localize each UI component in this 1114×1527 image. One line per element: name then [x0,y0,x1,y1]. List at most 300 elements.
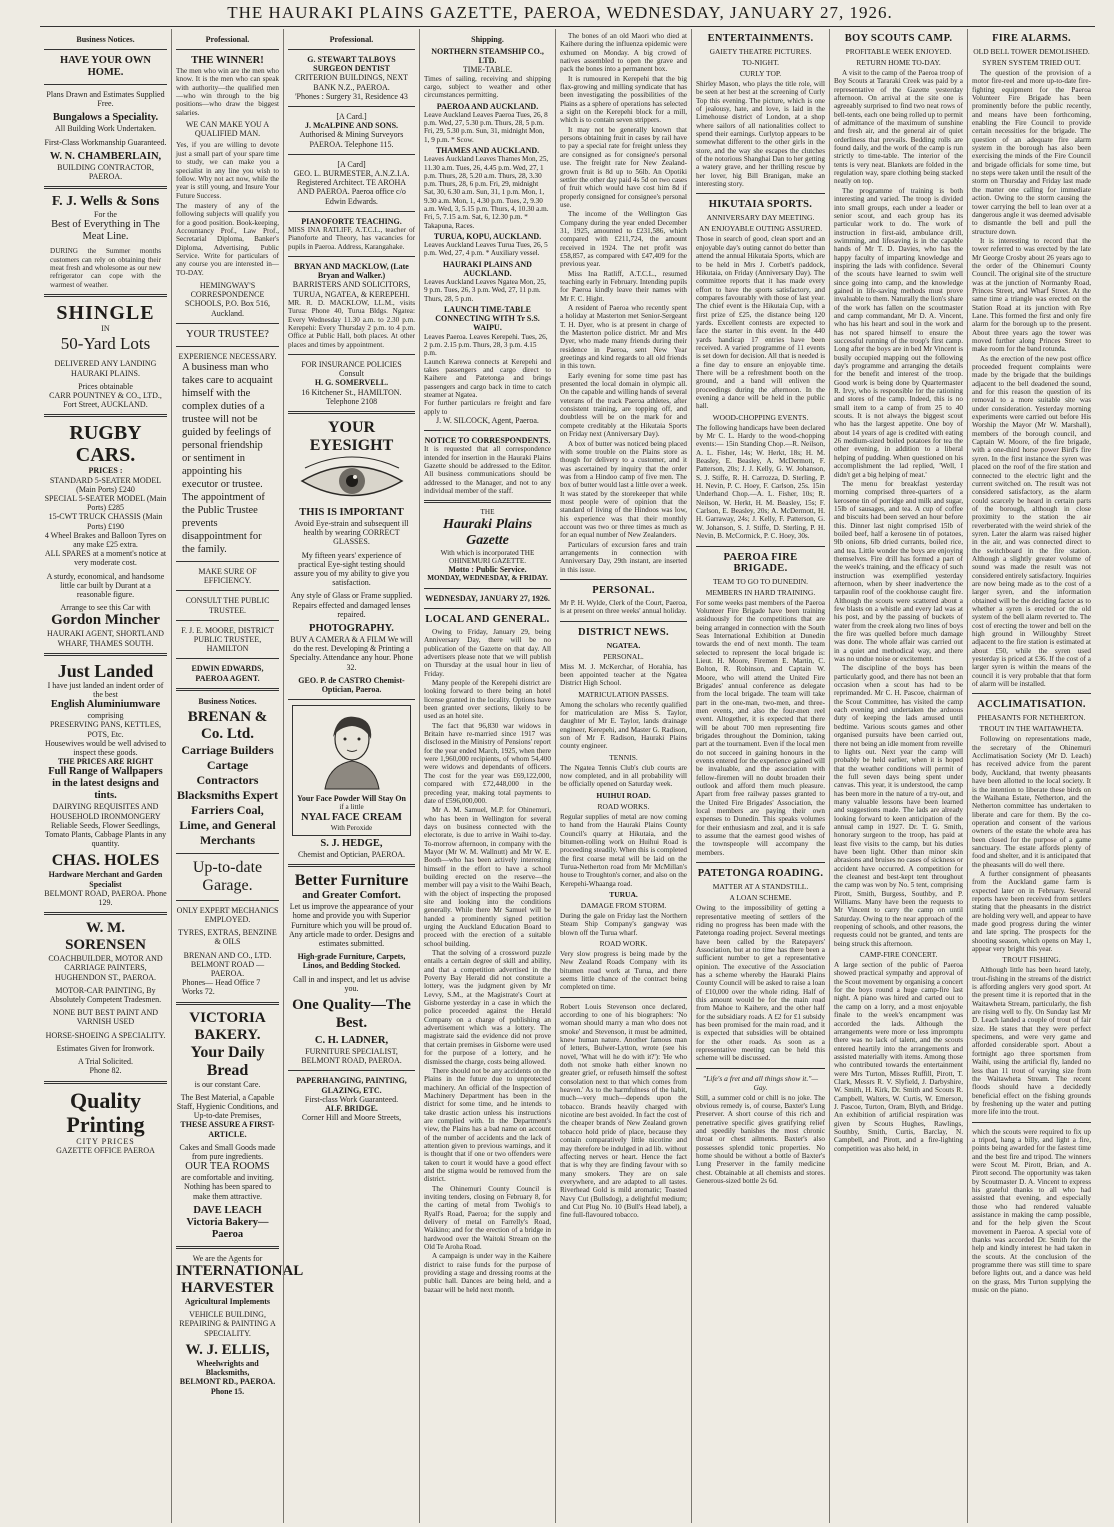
divider [424,588,551,589]
ad-text: Cakes and Small Goods made from pure ingredients. [179,1142,276,1162]
section-heading: DISTRICT NEWS. [578,626,669,638]
subheading: TEAM TO GO TO DUNEDIN. [712,576,809,586]
article-body: It is requested that all correspondence intended for insertion in the Hauraki Plains Gazette should be addressed to the Editor. All business communications should be addressed to the Manager, and not to any individual member of the staff. [424,445,551,496]
divider [288,154,415,155]
column-professional [171,29,304,1523]
section-heading: ENTERTAINMENTS. [707,33,814,44]
subheading: RETURN HOME TO-DAY. [856,58,941,67]
ad-text: BELMONT ROAD, PAEROA. Phone 129. [44,888,167,908]
subheading: TURUA. [609,889,638,899]
article-body: Regular supplies of metal are now coming to hand from the Hauraki Plains County Council's quarry at Hikutaia, and the bitumen-rolling work on Huihui Road is proceeding steadily. When this is completed the first coarse metal will be laid on the Turua-Netherton road from Mr McMillan's house to Troughton's corner, and also on the Kerepehi-Whaanga road. [560,812,687,888]
subheading: TO-NIGHT. [741,58,779,67]
route-heading: LAUNCH TIME-TABLE CONNECTING WITH Tr S.S. WAIPU. [435,305,540,333]
divider [696,193,825,194]
ad-text: Launch Karewa connects at Kerepehi and takes passengers and cargo direct to Kaihere and Patetonga and brings passengers and cargo back in time to catch steamer at Ngatea. [424,357,551,399]
ad-text: [A Card.] [336,112,367,122]
advertiser-name: BRENAN & Co. Ltd. [187,708,268,742]
ad-text: Any style of Glass or Frame supplied. [290,591,413,601]
article-body: Very slow progress is being made by the New Zealand Roads Company with its bitumen road work at Turua, and there seems little chance of the contract being completed on time. [560,949,687,992]
section-heading: ACCLIMATISATION. [977,699,1086,711]
ad-text: A Trial Solicited. [78,1057,133,1067]
ad-heading: Quality Printing [66,1087,145,1137]
divider [560,997,687,998]
ad-text: The mastery of any of the following subjects will qualify you for a good position. Book-keeping, Accountancy Prof., Law Prof., Secretarial Diploma, Banker's Diploma, Advertising, Public Service. Write for particulars of any course you are interested in—TO-DAY. [176,201,279,277]
ad-text: Yes, if you are willing to devote just a small part of your spare time to study, we can make you a specialist in any line you wish to follow. Why not act now, while the year is still young, and Insure Your Future Success. [176,141,279,200]
article-body: Still, a summer cold or chill is no joke. The obvious remedy is, of course, Baxter's Lung Preserver. A short course of this rich and penetrative specific gives gratifying relief and speedily banishes the most chronic throat or chest ailments. Baxter's also possesses splendid tonic properties. No home should be without a bottle of Baxter's Lung Preserver in the family medicine chest. Obtainable at all chemists and stores. Generous-sized bottle 2s 6d. [696,1093,825,1186]
article-paragraph: Early evening for some time past has presented the local domain in olympic all. On the capable and willing hands of several veterans of the track Paeroa athletes, after consistent training, are topping off, and doubtless will be on the mark for and compete creditably at the Hikutaia Sports on Friday next (Anniversary Day). [560,371,687,439]
section-heading: PERSONAL. [592,585,655,596]
route-schedule: Leaves Auckland Leaves Ngatea Mon, 25, 9 p.m. Tues, 26, 3 p.m. Wed, 27, 11 p.m. Thurs, 28, 5 p.m. [424,278,546,303]
ad-text: First-class Work Guaranteed. [304,1094,399,1104]
article-paragraph: Owing to Friday, January 29, being Anniversary Day, there will be no publication of the Gazette on that day. All advertisers please note that we will publish on Thursday at the usual hour in lieu of Friday. [424,627,551,678]
section-heading: PAEROA FIRE BRIGADE. [723,551,798,574]
article-paragraph: The programme of training is both interesting and varied. The troop is divided into small groups, each under a leader or senior scout, and each group has its particular work to do. The work of instruction in first-aid, ambulance drill, swimming, and lifesaving is in the capable hands of Mr T. D. Davies, who has the happy faculty of imparting knowledge and inspiring the lads with confidence. Several of the scouts have learned to swim well since going into camp, and the knowledge gained in life-saving methods must prove invaluable to them. Naturally the lion's share of the work has fallen on the scoutmaster and camp commandant, Mr D. A. Vincent, who has his heart and soul in the work and has not spared himself to ensure the successful running of the troop's first camp. Long after the boys are in bed Mr Vincent is busily occupied mapping out the following day's programme and arranging the details for the benefit and interest of the troop. Good work is being done by Quartermaster R. Irvy, who is responsible for the rationing and stores of the camp. Indeed, this is no small item to a camp of from 25 to 40 scouts. It is not always the biggest scout who has the largest appetite. One boy of about 14 years of age is credited with eating 26 medium-sized boiled potatoes for tea the other evening, in addition to a liberal helping of pudding. When questioned on his accomplishment the lad replied, 'Well, I didn't get a big helping of meat.' [834,186,963,479]
article-paragraph: A visit to the camp of the Paeroa troop of Boy Scouts at Tararaki Creek was paid by a representative of the Gazette yesterday afternoon. On arrival at the site one is agreeably surprised to find two neat rows of bell-tents, each one being rolled up to permit of admittance of the maximum of sunshine and fresh air, and the general air of quiet orderliness that prevails. Bedding rolls are found daily, and the work of the camp is run strictly to time-table. The interior of the tents is very neat. Blankets are folded in the regulation way, spare clothing being stacked neatly on top. [834,69,963,186]
subheading: TENNIS. [609,752,638,762]
article-body [972,735,1091,953]
divider [288,106,415,107]
divider [44,186,167,189]
divider [560,621,687,622]
ad-text: GAZETTE OFFICE PAEROA [56,1145,155,1155]
ad-text: ALL SPARES at a moment's notice at very moderate cost. [44,549,167,568]
divider [288,411,415,414]
ad-text: COACHBUILDER, MOTOR AND CARRIAGE PAINTERS, HUGHENDON ST., PAEROA. [48,954,163,982]
eye-illustration [297,458,407,504]
ad-text: BUILDING CONTRACTOR, PAEROA. [57,162,154,182]
ad-heading: English Aluminiumware [50,699,161,711]
ad-text: Let us improve the appearance of your home and provide you with Superior Furniture which you will be proud of. Any article made to order. Designs and estimates submitted. [288,902,415,949]
article-body [972,69,1091,688]
section-heading: BOY SCOUTS CAMP. [844,33,953,44]
ad-text: if a little [339,803,364,812]
divider [424,500,551,503]
ad-heading: YOUR EYESIGHT [309,418,394,454]
section-heading: NOTICE TO CORRESPONDENTS. [424,436,551,446]
ad-text: Estimates Given for Ironwork. [56,1043,155,1053]
advertiser-name: G. STEWART TALBOYS SURGEON DENTIST [307,55,396,74]
ad-text: FURNITURE SPECIALIST, BELMONT ROAD, PAEROA. [301,1047,402,1066]
advertiser-name: DAVE LEACH [193,1204,262,1216]
article-body: During the gale on Friday last the Northern Steam Ship Company's gangway was blown off the Turua wharf. [560,911,687,937]
ad-heading: PAPERHANGING, PAINTING, GLAZING, ETC. [296,1076,407,1095]
divider [972,693,1091,694]
article-body: Robert Louis Stevenson once declared, according to one of his biographers: 'No woman should marry a man who does not smoke' and Stevenson, it must be admitted, knew human nature. Another famous man of letters, Bulwer-Lytton, wrote (see his novel, 'What will he do with it?'): 'He who doth not smoke hath either known no greater grief, or refuseth himself the softest consolation next to that which comes from heaven.' As to the harmfulness of the habit, much—very much—depends upon the tobacco. Brands heavily charged with nicotine are best avoided. In fact the cost of the cheaper brands of New Zealand grown tobacco hold pride of place, because they contain comparatively little nicotine and may therefore be indulged in ad lib. without affecting nerves or heart. Hence the fact that is why they are finding favour with so many smokers. They are on sale everywhere, and are adapted to all tastes. Riverhead Gold is mild aromatic; Toasted Navy Cut (Bullsdog), a delightful medium; and Cut Plug No. 10 (Bull's Head label), a fine full-flavoured tobacco. [560,1002,687,1220]
divider [696,1068,825,1069]
nyal-ad-box [292,705,411,836]
article-paragraph: The bones of an old Maori who died at Kaihere during the influenza epidemic were exhumed on Monday. A big crowd of natives assembled to open the grave and pack the bones into a permanent box. [560,32,687,74]
divider [288,699,415,700]
ad-text: GEO. L. BURMESTER, A.N.Z.I.A. Registered Architect. TE AROHA AND PAEROA. Paeroa office c/o Edwin Edwards. [293,169,410,206]
ad-heading: RUGBY CARS. [69,422,142,467]
ad-text: TYRES, EXTRAS, BENZINE & OILS [178,928,277,947]
ad-heading: Just Landed [57,660,154,681]
ad-heading: PIANOFORTE TEACHING. [301,216,402,226]
ad-text: is our constant Care. [194,1079,261,1089]
subheading: DAMAGE FROM STORM. [580,900,667,910]
ad-text: CARR POUNTNEY & CO., LTD., Fort Street, AUCKLAND. [49,390,162,410]
ad-heading: 50-Yard Lots [60,334,151,354]
divider [44,84,167,85]
divider [44,49,167,50]
advertiser-name: J. W. SILCOCK, Agent, Paeroa. [436,415,539,425]
divider [176,900,279,901]
ad-text: THESE ASSURE A FIRST-ARTICLE. [180,1120,275,1139]
subheading: MEMBERS IN HARD TRAINING. [705,587,816,597]
divider [176,561,279,562]
article-body [424,628,551,1294]
ad-text: EDWIN EDWARDS, PAEROA AGENT. [191,664,264,683]
ad-text: Times of sailing, receiving and shipping cargo, subject to weather and other circumstances permitting. [424,74,551,100]
article-body: A large section of the public of Paeroa showed practical sympathy and approval of the Scout movement by organising a concert for the boys round a huge camp-fire last night. A piano was hired and carted out to the camp on a lorry, and a most enjoyable finale to the week's encampment was accorded the lads. Although the arrangements were more or less impromptu there was no lack of talent, and the scouts entered heartily into the arrangements and assisted materially with items. Among those who contributed towards the entertainment were Mrs Turton, Misses Ruffill, Pirott, T. Clark, Messrs R. V. Slyfield, J. Darbyshire, W. Smith, H. Kirk, Dr. Smith and Scouts R. Campbell, Walters, W. Curtis, W. Emerson, J. Pascoe, Turton, Oram, Blyth, and Bridge. An exhibition of artificial respiration was given by Scouts Hughes, Rawlings, Southby, Smith, Curtis, Barclay, N. Campbell, and Pirott, and a fire-lighting competition was also held, in [834,961,963,1153]
article-paragraph: The question of the provision of a motor fire-reel and more up-to-date fire-fighting equipment for the Paeroa Volunteer Fire Brigade has been prominently before the public recently, and means have been forthcoming, enabling the Fire Council to provide certain necessities for the brigade. The question of an adequate fire alarm system in the borough has also been exercising the minds of the Fire Council and brigade officials for some time, but no steps were taken until the result of the storm on Thursday and Friday last made the matter one calling for immediate action. Owing to the storm causing the tower carrying the bell to lean over at a dangerous angle it was deemed advisable to dismantle the bell and pull the structure down. [972,69,1091,236]
ad-text: Agricultural Implements [184,1297,271,1307]
ad-text: Phones— Head Office 7 Works 72. [182,978,261,997]
article-body: Among the scholars who recently qualified for matriculation are Miss S. Taylor, daughter of Mr E. Taylor, lands drainage engineer, Kerepehi, and Master G. Radison, son of Mr F. Radison, Hauraki Plains county engineer. [560,700,687,751]
article-paragraph: The Ohinemuri County Council is inviting tenders, closing on February 8, for the carting of metal from Twohig's to Ryall's Road, Paeroa; for the supply and delivery of metal on Farrelly's Road, Waikino; and for the erection of a bridge in hardwood over the Waitoki Stream on the Old Te Aroha Road. [424,1184,551,1252]
divider [176,1002,279,1005]
article-paragraph: Many people of the Kerepehi district are looking forward to there being an hotel license granted in the locality. Options have been granted over sections, likely to be used as an hotel site. [424,679,551,721]
column-business-notices [40,29,171,1523]
subheading: CAMP-FIRE CONCERT. [859,950,938,960]
divider [44,1081,167,1084]
ad-text: DURING the Summer months customers can rely on obtaining their meat fresh and wholesome as our new refrigerator can cope with the warmest of weather. [50,247,161,289]
subheading: MATTER AT A STANDSTILL. [712,882,809,892]
ad-text: Repairs effected and damaged lenses repaired. [292,600,411,619]
ad-heading: THIS IS IMPORTANT [299,506,404,518]
advertiser-name: BRYAN AND MACKLOW, (Late Bryan and Walker.) [294,262,409,281]
ad-text: The Best Material, a Capable Staff, Hygienic Conditions, and Up-to-date Premises, [176,1092,279,1121]
ad-text: 16 Kitchener St., HAMILTON. [301,387,402,397]
article-paragraph: The discipline of the boys has been particularly good, and there has not been an occasion when a scout has had to be reprimanded. Mr C. H. Pascoe, chairman of the Scout Committee, has visited the camp each evening and undertaken the arduous duty of keeping the lads amused until bedtime. Various scouts games and other organised pursuits have been carried out, there not being an idle moment from reveille to lights out. Next year the camp will probably be held earlier, when it is hoped that the weather conditions will permit of the full seven days being spent under canvas. This year, it is understood, the camp has been more in the nature of a try-out, and many valuable lessons have been learned and suggestions made. The lads are already looking forward to keen anticipation of the annual camp in 1927. Dr. T. G. Smith, honorary surgeon to the troop, has paid at least five visits to the camp, but his duties have been light. Other than minor skin abrasions and bruises no cases of sickness or accident have occurred. A competition for the cleanest and best-kept tent throughout the camp was won by No. 5 tent, comprising Pirott, Smith, Burgess, Southby, and P. Williams. Many have been the requests to Mr Vincent to carry the camp on until Saturday. Owing to the near approach of the reopening of schools, and other reasons, the requests could not be granted, and tents are being struck this afternoon. [834,664,963,948]
section-label: Shipping. [471,35,504,44]
ad-text: BARRISTERS AND SOLICITORS, TURUA, NGATEA, & KEREPEHI. [292,280,411,299]
ad-heading: PHOTOGRAPHY. [309,623,394,634]
article-paragraph: It may not be generally known that persons obtaining fruit in cases by rail have to pay a special rate for freight unless they are consigned as for consignee's personal use. The freight rate for New Zealand-grown fruit is 8d up to 56lb. An Opotiki settler the other day paid 4s 5d on two cases of fruit which would have cost him 8d if properly consigned for consignee's personal use. [560,125,687,209]
article-body: Mr P. H. Wylde, Clerk of the Court, Paeroa, is at present on three weeks' annual holiday. [560,599,687,616]
ad-heading: NYAL FACE CREAM [301,811,402,823]
ad-text: NONE BUT BEST PAINT AND VARNISH USED [52,1008,159,1027]
article-paragraph: The income of the Wellington Gas Company during the year ended December 31, 1925, amounted to £231,586, which compared with £211,724, the amount received in 1924. The net profit was £58,857, as compared with £47,409 for the previous year. [560,210,687,269]
divider [696,862,825,863]
divider [696,546,825,547]
ad-text: I have just landed an indent order of the best [47,680,164,700]
advertiser-name: W. M. SORENSEN [65,920,146,954]
section-heading: HIKUTAIA SPORTS. [708,199,813,211]
subheading: PROFITABLE WEEK ENJOYED. [845,47,952,56]
subheading: ANNIVERSARY DAY MEETING. [706,213,815,223]
ad-text: Prices obtainable [78,381,133,391]
ad-text: MISS INA RATLIFF, A.T.C.L., teacher of Pianoforte and Theory, has vacancies for pupils in Paeroa. Address, Karangahake. [288,226,415,251]
subheading: ROAD WORK. [599,938,648,948]
nameplate-sub: With which is incorporated THE OHINEMURI GAZETTE. [440,548,535,565]
article-body [834,69,963,948]
ad-text: BUY A CAMERA & A FILM We will do the rest. Developing & Printing a Specialty. Attendance any hour. Phone 32. [289,635,413,672]
masthead-rule [40,26,1095,27]
divider [176,1246,279,1249]
article-paragraph: It is interesting to record that the tower referred to was erected by the late Mr George Crosby about 26 years ago to the order of the Ohinemuri County Council. The original site of the structure was at the junction of Normanby Road, Princes Street, and Wharf Street. At the same time a triangle was erected on the Station Road at its junction with Rye Lane. This formed the first and only fire alarm for the borough up to the present. About three years ago the tower was moved further along Princes Street to make room for the band rotunda. [972,236,1091,354]
divider [176,346,279,347]
section-heading: FIRE ALARMS. [992,33,1071,44]
ad-heading: NORTHERN STEAMSHIP CO., LTD. [431,47,544,66]
advertiser-name: GEO. P. de CASTRO Chemist-Optician, Paeroa. [298,675,405,695]
price-item: 15-CWT TRUCK CHASSIS (Main Ports) £190 [48,512,163,531]
article-paragraph: It is rumoured in Kerepehi that the big flax-growing and milling syndicate that has been investigating the possibilities of the Plains as a sphere of operations has selected a sight on the Kerepehi block for a mill, which is to contain seven strippers. [560,74,687,125]
divider [288,1070,415,1071]
article-body: Owing to the impossibility of getting a representative meeting of settlers of the riding no progress has been made with the Patetonga roading project. Several meetings have been called by the Ratepayers' Association, but at no time has there been a sufficient number to get a representative opinion. The executive of the Association has a scheme whereby the Hauraki Plains County Council will be asked to raise a loan of £10,000 over the whole riding. Half of this amount would be for the main road from Mahoe to Kaihere, and the other half for the subsidiary roads. A £2 for £1 subsidy has been promised for the main road, and it is expected that subsidies will be obtained for the other roads. As soon as a representative meeting can be held this scheme will be discussed. [696,904,825,1063]
ad-text: Your Face Powder Will Stay On [297,794,406,804]
ad-text: 4 Wheel Brakes and Balloon Tyres on any make £25 extra. [44,530,167,549]
issue-date: WEDNESDAY, JANUARY 27, 1926. [425,593,550,603]
divider [176,658,279,659]
subheading: A LOAN SCHEME. [729,893,792,903]
article-paragraph: A campaign is under way in the Kaihere district to raise funds for the purpose of providing a stage and dressing rooms at the public hall. Dances are being held, and a bazaar will be held next month. [424,1252,551,1294]
divider [44,653,167,656]
article-paragraph: The menu for breakfast yesterday morning comprised three-quarters of a kerosene tin of porridge and milk and sugar, 15lb of sausages, and tea. A cup of coffee and biscuits had been served an hour before this. Dinner last night comprised 15lb of boiled beef, half a kerosene tin of potatoes, 9lb onions, 6lb dried currants, boiled rice, and tea. Little wonder the boys are enjoying themselves. Fire drill has formed a part of the week's training, and the efficacy of such instruction was exemplified yesterday afternoon, when by sheer inadvertence the tarpaulin roof of the cookhouse caught fire. Although the scouts were scattered about a few blasts on a whistle and every lad was at his post, and by the passing of buckets of water from the creek along two lines of boys the fire was quelled before much damage was done. The whole affair was carried out in a quiet and methodical way, and there was no undue noise or excitement. [834,479,963,664]
subheading: CURLY TOP. [739,69,782,78]
article-body [972,966,1091,1116]
nameplate-the: THE [480,508,495,517]
subheading: GAIETY THEATRE PICTURES. [709,47,812,56]
ad-text: For further particulars re freight and fare apply to [424,399,551,416]
ad-heading: CONSULT THE PUBLIC TRUSTEE. [185,596,270,615]
route-schedule: Leaves Paeroa. Leaves Kerepehi. Tues, 26, 2 p.m. 2.15 p.m. Thurs, 28, 3 p.m. 4.15 p.m. [424,332,548,358]
divider [972,1122,1091,1123]
ad-text: Plans Drawn and Estimates Supplied Free. [46,90,165,109]
divider [288,211,415,212]
ad-text: Telephone 2108 [325,396,378,406]
article-body: The following handicaps have been declared by Mr C. L. Hardy to the wood-chopping events:— 15in Standing Chop.—R. Neilson, A. L. Fisher, 14s; W. Herkt, 18s; H. M. Beasley, E. Beasley, A. McDermott, F. Patterson, 20s; J. J. Kelly, G. W. Johanson, S. J. Stiffe, R. H. Carrozza, D. Sterling, P. H. Nevin, P. C. Hoey, F. Carlson, 25s. 15in Underhand Chop.—A. L. Fisher, 10s; R. Neilson, W. Herkt, H. M. Beasley, 15s; F. Carlson, E. Beasley, 20s; A. McDermott, H. H. Garraway, 24s; J. Kelly, F. Patterson, G. W. Johanson, S. J. Stiffe, D. Sterling, P. H. Nevin, B. McCormick, P. C. Hoey, 30s. [696,423,825,541]
ad-text: DELIVERED ANY LANDING HAURAKI PLAINS. [54,359,157,378]
advertiser-name: VICTORIA BAKERY. [189,1009,266,1043]
subheading: TROUT FISHING. [1002,955,1061,965]
ad-text: A sturdy, economical, and handsome little car built by Durant at a reasonable figure. [46,571,165,599]
section-label: Business Notices. [76,35,135,44]
section-heading: LOCAL AND GENERAL. [425,613,550,625]
ad-heading: and Greater Comfort. [302,890,401,902]
article-paragraph: Particulars of excursion fares and train arrangements in connection with Anniversary Day, 29th instant, are inserted in this issue. [560,540,687,574]
route-heading: TURUA, KOPU, AUCKLAND. [433,231,542,241]
advertiser-name: H. G. SOMERVELL. [314,378,389,388]
ad-text: With Peroxide [330,823,373,832]
ad-text: DAIRYING REQUISITES AND HOUSEHOLD IRONMONGERY [50,802,161,821]
advertiser-name: W. J. ELLIS, [185,1341,270,1358]
quote: "Life's a fret and all things show it."—Gay. [702,1073,819,1092]
article-paragraph: Following on representations made, the secretary of the Ohinemuri Acclimatisation Society (Mr D. Leach) has received advice from the parent body, Auckland, that twenty pheasants have been allotted to the local society. It is the intention to liberate these birds on the Waihana Estate, Netherton, and the Netherton committee has undertaken to liberate and care for them. By the co-operation and consent of the various owners of the estate the whole area has been closed for the purpose of a game sanctuary. The estate affords plenty of food and shelter, and it is anticipated that the pheasants will do well there. [972,735,1091,869]
article-body: For some weeks past members of the Paeroa Volunteer Fire Brigade have been training assiduously for the competitions that are being arranged in connection with the South Seas International Exhibition at Dunedin towards the end of next month. The team selected to represent the local brigade is: Lieut. H. Moore, Firemen E. Martin, C. Bolton, R. Robinson, and Captain W. Moore, who will attend the United Fire Brigades' annual conference as delegate from the local brigade. The team will take part in the one-man, two-men, and three-men events, and also the four-men reel event. Altogether, it is expected that there will be about 700 men representing fire brigades throughout the Dominion, taking part at the tournament. Even if the local men do not succeed in gaining honours in the events entered for the experience gained will be invaluable, and the association with fellow-firemen will no doubt broaden their outlook and afford them much pleasure. Apart from free railway passes granted to the United Fire Brigades' Association, the local members are paying their own expenses to Dunedin. This speaks volumes for their enthusiasm and zeal, and it is safe to assume that the earnest good wishes of the townspeople will accompany the members. [696,598,825,857]
divider [176,853,279,854]
article-paragraph: Although little has been heard lately, trout-fishing in the streams of the district is affording anglers very good sport. At the present time it is reported that in the Waitawheta Stream, particularly, the fish are rising well to fly. On Sunday last Mr D. Leach landed a couple of trout of fair size. He states that they were perfect specimens, and were very game and afforded considerable sport. About a fortnight ago three sportsmen from Waihi, using the artificial fly, landed no less than 11 trout of varying size from the Waitawheta Stream. The recent floods should have a decidedly beneficial effect on the fishing grounds by freshening up the water and putting more life into the trout. [972,966,1091,1117]
ad-text: All Building Work Undertaken. [55,124,156,134]
ad-text: TIME-TABLE. [462,65,513,75]
article-paragraph: A resident of Paeroa who recently spent a holiday at Masterton met Senior-Sergeant T. H. Dyer, who is at present in charge of the Masterton police district. Mr and Mrs Dyer, who made many friends during their residence in Paeroa, sent New Year greetings and kind regards to all old friends in this town. [560,304,687,371]
ad-text: MR. R. D. MACKLOW, LL.M., visits Turua: Phone 40, Turua Bldgs. Ngatea: Every Wednesday 11.30 a.m. to 2.30 p.m. Kerepehi: Every Thursday 2 p.m. to 4 p.m. Office at Public Hall, both places. At other places and times by appointment. [288,298,415,349]
ad-text: HEMINGWAY'S CORRESPONDENCE SCHOOLS, P.O. Box 516, Auckland. [184,280,271,318]
advertiser-name: C. H. LADNER, [314,1035,389,1047]
divider [560,579,687,580]
ad-text: comprising [87,711,124,721]
ad-text: Wheelwrights and Blacksmiths, [196,1358,259,1378]
subheading: AN ENJOYABLE OUTING ASSURED. [698,224,823,234]
article-paragraph: There should not be any accidents on the Plains in the future due to unprotected machinery. An official of the Inspection of Machinery Department has been in the district for some time, and he intends to take drastic action unless his instructions are complied with. In the Department's view, the Plains has a bad name on account of the number of accidents and the lack of attention given to previous warnings, and it is thought that if one or two offenders were taken to court it would have a good effect and the stigma would be removed from the district. [424,1066,551,1184]
ad-text: Call in and inspect, and let us advise you. [293,974,410,993]
section-label: Professional. [329,35,374,44]
ad-text: IN [101,324,110,334]
article-paragraph: As the erection of the new post office proceeded frequent complaints were made by the brigade that the buildings adjacent to the bell deadened the sound, and for this reason the question of its removal to a more suitable site was under consideration. Yesterday morning experiments were carried out before His Worship the Mayor (Mr W. Marshall), members of the borough council, and Captain W. Moore, of the fire brigade, with a one-third horse power Bird's fire syren. In the first instance the syren was placed on the roof of the fire station and connected to the electric light and the current switched on. The result was not considered satisfactory, as the alarm could scarcely be heard in certain parts of the borough, although in close proximity to the station the air reverberated with the weird shriek of the syren. Later the alarm was raised higher in the air, and was connected direct to the switchboard in the fire station. Although a slightly greater volume of sound was made the result was not considered entirely satisfactory. Inquiries are now being made as to the cost of a larger syren, and the information obtained will be the deciding factor as to whether a syren is erected or the old system of the bell alarm reverted to. The cost of erecting the tower and bell on the high ground in Willoughby Street adjacent to the fire station is estimated at about £50, while the syren used yesterday is priced at £36. If the cost of a larger syren is within the means of the council it is very probable that that form of alarm will be installed. [972,354,1091,689]
ad-heading: Better Furniture [294,872,409,890]
ad-text: Arrange to see this Car with [60,603,151,613]
divider [288,49,415,50]
ad-heading: Best of Everything in The Meat Line. [51,219,160,243]
section-label: Business Notices. [198,696,257,706]
ad-text: FOR INSURANCE POLICIES Consult [301,359,402,379]
column-news [555,29,691,1523]
ad-text: BELMONT RD., PAEROA. Phone 15. [179,1377,276,1396]
ad-text: Chemist and Optician, PAEROA. [297,850,406,860]
advertiser-name: W. N. CHAMBERLAIN, [49,150,162,162]
ad-text: Authorised & Mining Surveyors PAEROA. Telephone 115. [299,130,404,149]
column-entertainments [691,29,829,1523]
ad-heading: WE CAN MAKE YOU A QUALIFIED MAN. [185,120,270,139]
woman-portrait-illustration [307,709,397,789]
ad-heading: THE WINNER! [191,55,264,66]
advertiser-name: J. McALPINE AND SONS. [304,121,399,131]
route-heading: HAURAKI PLAINS AND AUCKLAND. [443,259,532,278]
advertiser-name: S. J. HEDGE, [320,838,383,850]
ad-text: Corner Hill and Moore Streets, [301,1113,402,1123]
masthead: THE HAURAKI PLAINS GAZETTE, PAEROA, WEDNESDAY, JANUARY 27, 1926. [227,3,893,22]
divider [288,354,415,355]
section-heading: PATETONGA ROADING. [697,868,824,880]
article-paragraph: Miss Ina Ratliff, A.T.C.L., resumed teaching early in February. Intending pupils for Paeroa kindly leave their names with Mr F. C. Hight. [560,269,687,303]
nameplate: Hauraki Plains Gazette [442,516,533,548]
article-body [560,32,687,574]
ad-text: Avoid Eye-strain and subsequent ill health by wearing CORRECT GLASSES. [294,518,409,547]
divider [424,608,551,609]
subheading: ROAD WORKS. [597,801,650,811]
ad-text: Phone 82. [89,1066,122,1076]
ad-text: ONLY EXPERT MECHANICS EMPLOYED. [176,905,279,925]
divider [176,620,279,621]
ad-text: HAURAKI AGENT, SHORTLAND WHARF, THAMES SOUTH. [47,629,164,648]
subheading: PHEASANTS FOR NETHERTON. [977,713,1086,723]
ad-heading: Full Range of Wallpapers in the latest designs and tints. [48,766,163,802]
divider [44,294,167,297]
divider [44,912,167,915]
article-paragraph: A box of butter was noticed being placed with some trouble on the Plains store as though for delivery to a customer, and it was ascertained by inquiry that the order was from a Hindoo camp of five men. The box of butter would last a little over a week. It was stated by the storekeeper that while most people were of opinion that the standard of living of the Hindoos was low, his experience was that their monthly account was two or three times as much as for an equal number of New Zealanders. [560,439,687,540]
subheading: SYREN SYSTEM TRIED OUT. [982,58,1081,67]
subheading: TROUT IN THE WAITAWHETA. [979,724,1084,734]
divider [288,256,415,257]
ad-text: BRENAN AND CO., LTD. BELMONT ROAD — PAEROA. [183,950,272,979]
article-body: The Ngatea Tennis Club's club courts are now completed, and in all probability will be officially opened on Saturday week. [560,763,687,789]
ad-text: MAKE SURE OF EFFICIENCY. [198,566,257,586]
ad-heading: One Quality—The Best. [292,997,411,1032]
advertiser-name: F. J. Wells & Sons [51,194,160,210]
ad-text: PRESERVING PANS, KETTLES, POTS, Etc. [49,720,162,739]
route-heading: PAEROA AND AUCKLAND. [436,101,539,111]
divider [424,430,551,431]
article-body: Those in search of good, clean sport and an enjoyable day's outing cannot do better than attend the annual Hikutaia Sports, which are to be held in Mrs J. Corbett's paddock, Hikutaia, on Friday (Anniversary Day). The committee reports that it has made every effort to have the sports satisfactory, and compares favourably with those of last year. The chief event is the Hikutaia Cup, with a first prize of £25, the distance being 120 yards. Excellent contests are expected to face the starter in this event. In the 440 yards handicap 17 entries have been received. A varied programme of 11 events is set down for decision. All that is needed is a fine day to ensure an enjoyable time. There will be a refreshment booth on the ground, and a band will enliven the proceedings during the afternoon. In the evening a dance will be held in the public hall. [696,235,825,411]
subheading: OLD BELL TOWER DEMOLISHED. [973,47,1090,56]
ad-heading: Your Daily Bread [190,1043,265,1079]
route-heading: THAMES AND AUCKLAND. [435,146,540,156]
divider [288,864,415,867]
article-body: Miss M. J. McKerchar, of Horahia, has been appointed teacher at the Ngatea District High School. [560,662,687,688]
ad-heading: HAVE YOUR OWN HOME. [59,55,151,78]
divider [176,590,279,591]
ad-heading: YOUR TRUSTEE? [186,328,269,340]
ad-text: My fifteen years' experience of practical Eye-sight testing should assure you of my ability to give you satisfaction. [293,550,410,588]
ad-heading: INTERNATIONAL HARVESTER [176,1263,304,1297]
ad-heading: OUR TEA ROOMS [185,1161,270,1173]
ad-text: Victoria Bakery—Paeroa [186,1216,269,1240]
ad-text: Reliable Seeds, Flower Seedlings, Tomato Plants, Cabbage Plants in any quantity. [44,820,167,849]
ad-text: Hardware Merchant and Garden Specialist [48,870,163,889]
column-shipping-local [419,29,555,1523]
column-scouts [829,29,967,1523]
ad-text: [A Card] [337,159,366,169]
divider [176,688,279,691]
ad-heading: SHINGLE [56,302,155,325]
article-body: Shirley Mason, who plays the title role, will be seen at her best at the screening of Curly Top this evening. The picture, which is one of jealousy, hate, and love, is laid in the Limehouse district of London, at a shop where sailors of all nationalities collect to spend their earnings. Curlytop appears to be somewhat different to the other girls in the store, and the way she escapes the clutches of the notorious Shanghai Dan to her getting a watery grave, and her thrilling rescue by her lover, hig Bill Branigan, make an interesting story. [696,80,825,189]
ad-heading: Bungalows a Speciality. [52,112,159,124]
subheading: PERSONAL. [603,651,644,661]
ad-heading: EXPERIENCE NECESSARY. [178,351,277,361]
ad-text: VEHICLE BUILDING, REPAIRING & PAINTING A SPECIALITY. [179,1310,276,1338]
ad-text: We are the Agents for [192,1253,263,1263]
article-body: which the scouts were required to fix up a tripod, hang a billy, and light a fire, points being awarded for the fastest time and the best fire and tripod. The winners were Scout M. Pirott, Brian, and A. Pirott second. The opportunity was taken by Scoutmaster D. A. Vincent to express his grateful thanks to all who had assisted that evening, and especially those who had rendered valuable assistance in making the camp possible, and for the help given the Scout movement in Paeroa. A special vote of thanks was accorded Dr. Smith for the help and kindly interest he had taken in the scouts. At the conclusion of the programme there was still time to spare before lights out, and a dance was held on the grass, Mrs Turton supplying the music on the piano. [972,1127,1091,1295]
ad-text: The men who win are the men who know. It is the men who can speak with authority—the qualified men—who win through to the big positions—who draw the biggest salaries. [176,67,279,117]
ad-text: are comfortable and inviting. Nothing has been spared to make them attractive. [181,1173,274,1201]
divider [176,49,279,50]
price-item: STANDARD 5-SEATER MODEL (Main Ports) £240 [49,475,162,494]
publication-days: MONDAY, WEDNESDAY, & FRIDAY. [427,574,548,583]
divider [176,323,279,324]
ad-text: A business man who takes care to acquaint himself with the complex duties of a trustee will not be guided by feelings of personal friendship or sentiment in appointing his executor or trustee. The appointment of the Public Trustee prevents disappointment for the family. [182,361,273,555]
ad-text: PRICES : [88,466,123,476]
article-paragraph: The fact that 96,830 war widows in Britain have re-married since 1917 was disclosed in the Ministry of Pensions' report for the year ended March, 1925, when there were 1,960,000 recipients, of whom 54,400 were widows and dependants of officers. The cost for the year was £69,122,000, compared with £72,448,000 in the preceding year, making total payments to date of £596,000,000. [424,721,551,805]
article-paragraph: Mr A. M. Samuel, M.P. for Ohinemuri, who has been in Wellington for several days on business connected with the electorate, is due to arrive in Waihi to-day. To-morrow afternoon, in company with the Mayor (Mr W. M. Wallnutt) and Mr W. E. Booth—who has been actively interesting himself in the effort to have a school building erected on the reserve—the member will pay a visit to the Waihi Beach, with the object of inspecting the proposed site and looking into the conditions generally. While there Mr Samuel will be handed a prominently signed petition urging the Auckland Education Board to proceed with the erection of a suitable school building. [424,806,551,948]
ad-text: MOTOR-CAR PAINTING, By Absolutely Competent Tradesmen. [49,985,162,1005]
subheading: MATRICULATION PASSES. [578,689,669,699]
ad-text: For the [94,210,117,220]
article-paragraph: That the solving of a crossword puzzle entails a certain degree of skill and ability, and that a competition advertised in the Poverty Bay Herald did not constitute a lottery, was the judgment given by Mr Levvy, S.M., at the Magistrate's Court at Gisborne yesterday in a case in which the police proceeded against the Herald Company on a charge of publishing an advertisement which was a lottery. The magistrate said the evidence did not prove that certain premises in Gisborne were used for the purpose of a lottery, and he dismissed the charge, costs being allowed. [424,949,551,1066]
ad-text: CITY PRICES [76,1136,135,1146]
price-item: SPECIAL 5-SEATER MODEL (Main Ports) £285 [44,493,167,513]
ad-text: HORSE-SHOEING A SPECIALITY. [45,1030,166,1040]
route-schedule: Leaves Auckland Leaves Thames Mon, 25, 11.30 a.m. Tues, 26, 4.45 p.m. Wed, 27, 1 p.m. Thurs, 28, 5.20 a.m. Thurs, 28, 3.30 p.m. Thurs, 28, 6 p.m. Fri, 29, midnight Sat, 30, 6.30 a.m. Sun, 31, 1 p.m. Mon, 1, 9.30 a.m. Mon, 1, 4.30 p.m. Tues, 2, 9.30 a.m. Wed, 3, 5.15 p.m. Thurs, 4, 10.30 a.m. Fri, 5, 7.15 a.m. Sat, 6, 12.30 p.m. * Takapuna, Races. [424,155,549,230]
route-schedule: Leave Auckland Leaves Paeroa Tues, 26, 8 p.m. Wed, 27, 5.30 p.m. Thurs, 28, 5 p.m. Fri, 29, 5.30 p.m. Sun, 31, midnight Mon, 1, 9 p.m. * Scow. [424,110,548,144]
ad-text: CRITERION BUILDINGS, NEXT BANK N.Z., PAEROA. [294,73,409,92]
ad-text: 'Phones : Surgery 31, Residence 43 [295,91,408,101]
route-schedule: Leaves Auckland Leaves Turua Tues, 26, 5 p.m. Wed, 27, 4 p.m. * Auxiliary vessel. [424,241,548,258]
motto: Motto : Public Service. [448,565,527,575]
ad-text: THE PRICES ARE RIGHT [57,757,154,767]
advertiser-name: CHAS. HOLES [51,852,160,870]
divider [44,414,167,417]
article-paragraph: A further consignment of pheasants from the Auckland game farm is expected later on in February. Several reports have been received from settlers stating that the pheasants in the district are holding very well, and appear to have made good progress during the winter and late spring. The prospects for the shooting season, which opens on May 1, appear very bright this year. [972,869,1091,954]
ad-text: High-grade Furniture, Carpets, Linos, and Bedding Stocked. [297,952,406,971]
section-label: Professional. [205,35,250,44]
subheading: WOOD-CHOPPING EVENTS. [712,412,809,422]
ad-text: First-Class Workmanship Guaranteed. [44,137,167,147]
ad-heading: Up-to-date Garage. [192,858,263,894]
ad-text: Housewives would be well advised to inspect these goods. [44,738,167,758]
advertiser-name: ALF. BRIDGE. [325,1104,378,1114]
ad-text: F. J. E. MOORE, DISTRICT PUBLIC TRUSTEE, HAMILTON [181,625,274,654]
column-professional-2 [283,29,419,1523]
